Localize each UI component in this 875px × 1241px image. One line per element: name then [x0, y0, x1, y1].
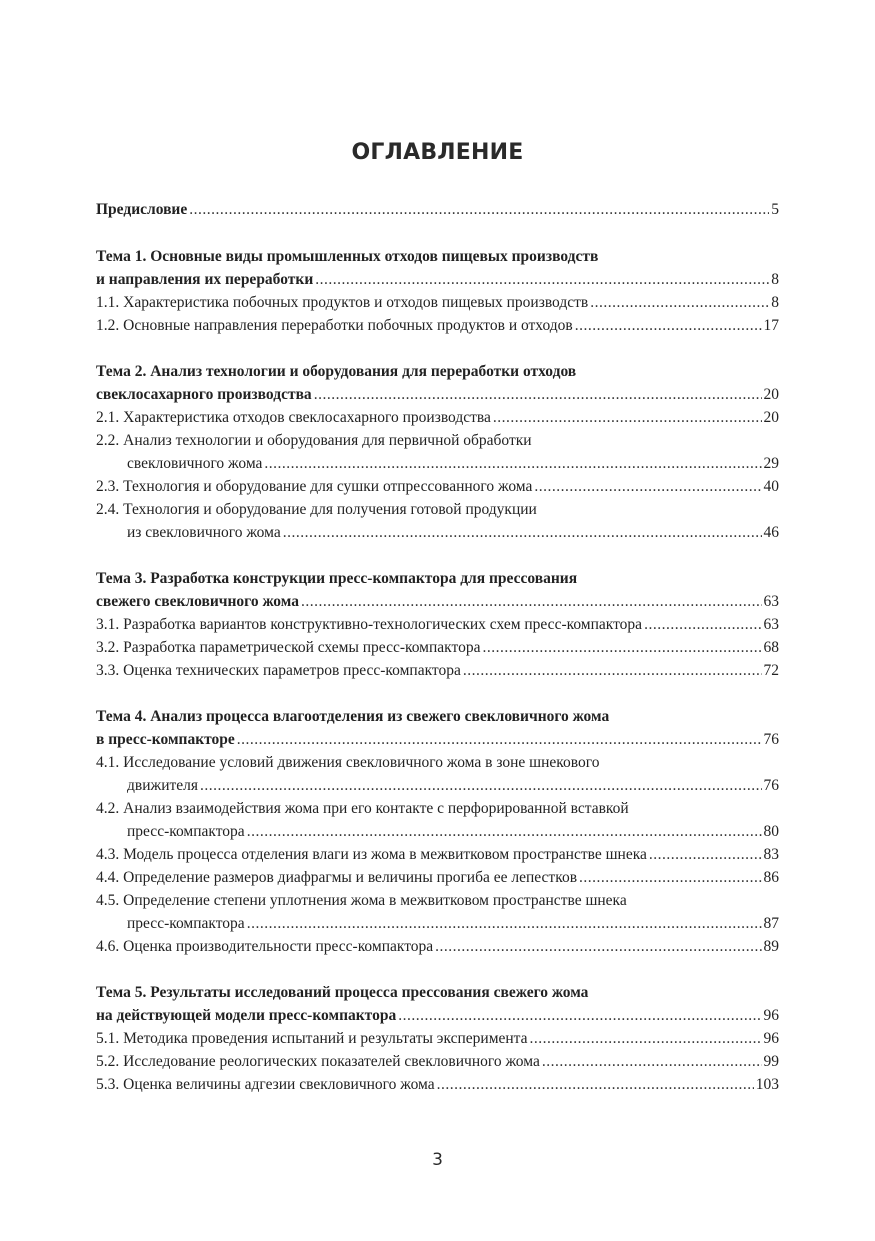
- leader-dots: [283, 521, 762, 544]
- toc-page-number: 63: [763, 616, 779, 633]
- toc-page-number: 8: [771, 294, 779, 311]
- toc-entry-label: из свекловичного жома: [127, 524, 281, 541]
- toc-entry[interactable]: [96, 843, 779, 866]
- toc-entry-label: свежего свекловичного жома: [96, 593, 299, 610]
- toc-entry-label: 2.1. Характеристика отходов свеклосахарного производства: [96, 409, 491, 426]
- leader-dots: [482, 636, 761, 659]
- toc-entry-label: 2.3. Технология и оборудование для сушки отпрессованного жома: [96, 478, 533, 495]
- toc-page-number: 83: [763, 846, 779, 863]
- toc-page-number: 68: [763, 639, 779, 656]
- toc-page-number: 20: [763, 409, 779, 426]
- toc-entry-continuation[interactable]: [96, 452, 779, 475]
- toc-entry[interactable]: [96, 866, 779, 889]
- page-number: 3: [432, 1150, 443, 1170]
- toc-entry[interactable]: 4.5. Определение степени уплотнения жома в межвитковом пространстве шнека: [96, 892, 627, 909]
- toc-entry-label: 5.1. Методика проведения испытаний и результаты эксперимента: [96, 1030, 528, 1047]
- toc-entry[interactable]: 4.1. Исследование условий движения свекловичного жома в зоне шнекового: [96, 754, 600, 771]
- toc-entry-continuation[interactable]: [96, 521, 779, 544]
- topic-heading[interactable]: Тема 5. Результаты исследований процесса прессования свежего жома: [96, 984, 589, 1001]
- topic-heading-continuation[interactable]: [96, 1004, 779, 1027]
- topic-heading-continuation[interactable]: [96, 728, 779, 751]
- toc-entry-preface[interactable]: [96, 198, 779, 221]
- toc-entry[interactable]: [96, 1050, 779, 1073]
- toc-entry[interactable]: [96, 613, 779, 636]
- toc-page-number: 29: [763, 455, 779, 472]
- leader-dots: [435, 935, 761, 958]
- toc-entry[interactable]: 2.4. Технология и оборудование для получения готовой продукции: [96, 501, 537, 518]
- toc-entry-continuation[interactable]: [96, 820, 779, 843]
- toc-page-number: 72: [763, 662, 779, 679]
- toc-entry[interactable]: [96, 314, 779, 337]
- toc-page-number: 96: [763, 1030, 779, 1047]
- toc-entry-label: 3.3. Оценка технических параметров пресс-компактора: [96, 662, 461, 679]
- toc-entry-continuation[interactable]: [96, 912, 779, 935]
- toc-page-number: 80: [763, 823, 779, 840]
- toc-page-number: 20: [763, 386, 779, 403]
- toc-entry-label: Предисловие: [96, 201, 188, 218]
- toc-page-number: 40: [763, 478, 779, 495]
- toc-page-number: 96: [763, 1007, 779, 1024]
- toc-entry-continuation[interactable]: [96, 774, 779, 797]
- toc-entry-label: 3.2. Разработка параметрической схемы пресс-компактора: [96, 639, 481, 656]
- leader-dots: [579, 866, 761, 889]
- toc-entry-label: 5.2. Исследование реологических показателей свекловичного жома: [96, 1053, 540, 1070]
- toc-entry-label: свекловичного жома: [127, 455, 263, 472]
- toc-entry-label: 4.4. Определение размеров диафрагмы и величины прогиба ее лепестков: [96, 869, 578, 886]
- page-title: ОГЛАВЛЕНИЕ: [351, 140, 524, 165]
- toc-page-number: 8: [771, 271, 779, 288]
- toc-entry-label: 4.6. Оценка производительности пресс-компактора: [96, 938, 434, 955]
- leader-dots: [264, 452, 761, 475]
- toc-page-number: 103: [755, 1076, 779, 1093]
- toc-entry-label: движителя: [127, 777, 199, 794]
- toc-entry-label: на действующей модели пресс-компактора: [96, 1007, 397, 1024]
- toc-page-number: 99: [763, 1053, 779, 1070]
- toc-entry-label: пресс-компактора: [127, 915, 245, 932]
- toc-entry-label: 4.3. Модель процесса отделения влаги из жома в межвитковом пространстве шнека: [96, 846, 647, 863]
- toc-page-number: 89: [763, 938, 779, 955]
- leader-dots: [644, 613, 761, 636]
- toc-entry[interactable]: [96, 406, 779, 429]
- toc-page-number: 76: [763, 777, 779, 794]
- toc-entry-label: в пресс-компакторе: [96, 731, 235, 748]
- toc-entry[interactable]: [96, 291, 779, 314]
- toc-entry[interactable]: [96, 1027, 779, 1050]
- toc-entry[interactable]: [96, 659, 779, 682]
- topic-heading[interactable]: Тема 1. Основные виды промышленных отходов пищевых производств: [96, 248, 599, 265]
- leader-dots: [542, 1050, 762, 1073]
- toc-entry-label: 1.1. Характеристика побочных продуктов и отходов пищевых производств: [96, 294, 589, 311]
- toc-entry-label: 5.3. Оценка величины адгезии свекловичного жома: [96, 1076, 435, 1093]
- leader-dots: [200, 774, 761, 797]
- toc-entry[interactable]: [96, 636, 779, 659]
- leader-dots: [649, 843, 762, 866]
- table-of-contents: [96, 198, 779, 1096]
- toc-page-number: 87: [763, 915, 779, 932]
- topic-heading-continuation[interactable]: [96, 383, 779, 406]
- topic-heading[interactable]: Тема 3. Разработка конструкции пресс-компактора для прессования: [96, 570, 578, 587]
- toc-page-number: 76: [763, 731, 779, 748]
- leader-dots: [247, 912, 762, 935]
- leader-dots: [315, 268, 769, 291]
- topic-heading-continuation[interactable]: [96, 268, 779, 291]
- topic-heading[interactable]: Тема 4. Анализ процесса влагоотделения из свежего свекловичного жома: [96, 708, 610, 725]
- leader-dots: [189, 198, 769, 221]
- toc-entry[interactable]: [96, 935, 779, 958]
- toc-page-number: 17: [763, 317, 779, 334]
- leader-dots: [237, 728, 762, 751]
- toc-entry[interactable]: [96, 475, 779, 498]
- toc-entry-label: свеклосахарного производства: [96, 386, 312, 403]
- leader-dots: [493, 406, 762, 429]
- toc-entry-label: 3.1. Разработка вариантов конструктивно-технологических схем пресс-компактора: [96, 616, 643, 633]
- toc-page-number: 46: [763, 524, 779, 541]
- toc-page-number: 63: [763, 593, 779, 610]
- leader-dots: [437, 1073, 754, 1096]
- toc-entry-label: 1.2. Основные направления переработки побочных продуктов и отходов: [96, 317, 573, 334]
- toc-entry[interactable]: [96, 1073, 779, 1096]
- toc-page-number: 5: [771, 201, 779, 218]
- toc-page-number: 86: [763, 869, 779, 886]
- toc-entry[interactable]: 2.2. Анализ технологии и оборудования для первичной обработки: [96, 432, 532, 449]
- leader-dots: [301, 590, 762, 613]
- topic-heading-continuation[interactable]: [96, 590, 779, 613]
- leader-dots: [314, 383, 762, 406]
- toc-entry-label: пресс-компактора: [127, 823, 245, 840]
- leader-dots: [247, 820, 762, 843]
- leader-dots: [398, 1004, 761, 1027]
- leader-dots: [575, 314, 762, 337]
- toc-entry-label: и направления их переработки: [96, 271, 314, 288]
- leader-dots: [463, 659, 762, 682]
- leader-dots: [530, 1027, 762, 1050]
- topic-heading[interactable]: Тема 2. Анализ технологии и оборудования для переработки отходов: [96, 363, 577, 380]
- toc-entry[interactable]: 4.2. Анализ взаимодействия жома при его контакте с перфорированной вставкой: [96, 800, 629, 817]
- leader-dots: [590, 291, 769, 314]
- leader-dots: [534, 475, 761, 498]
